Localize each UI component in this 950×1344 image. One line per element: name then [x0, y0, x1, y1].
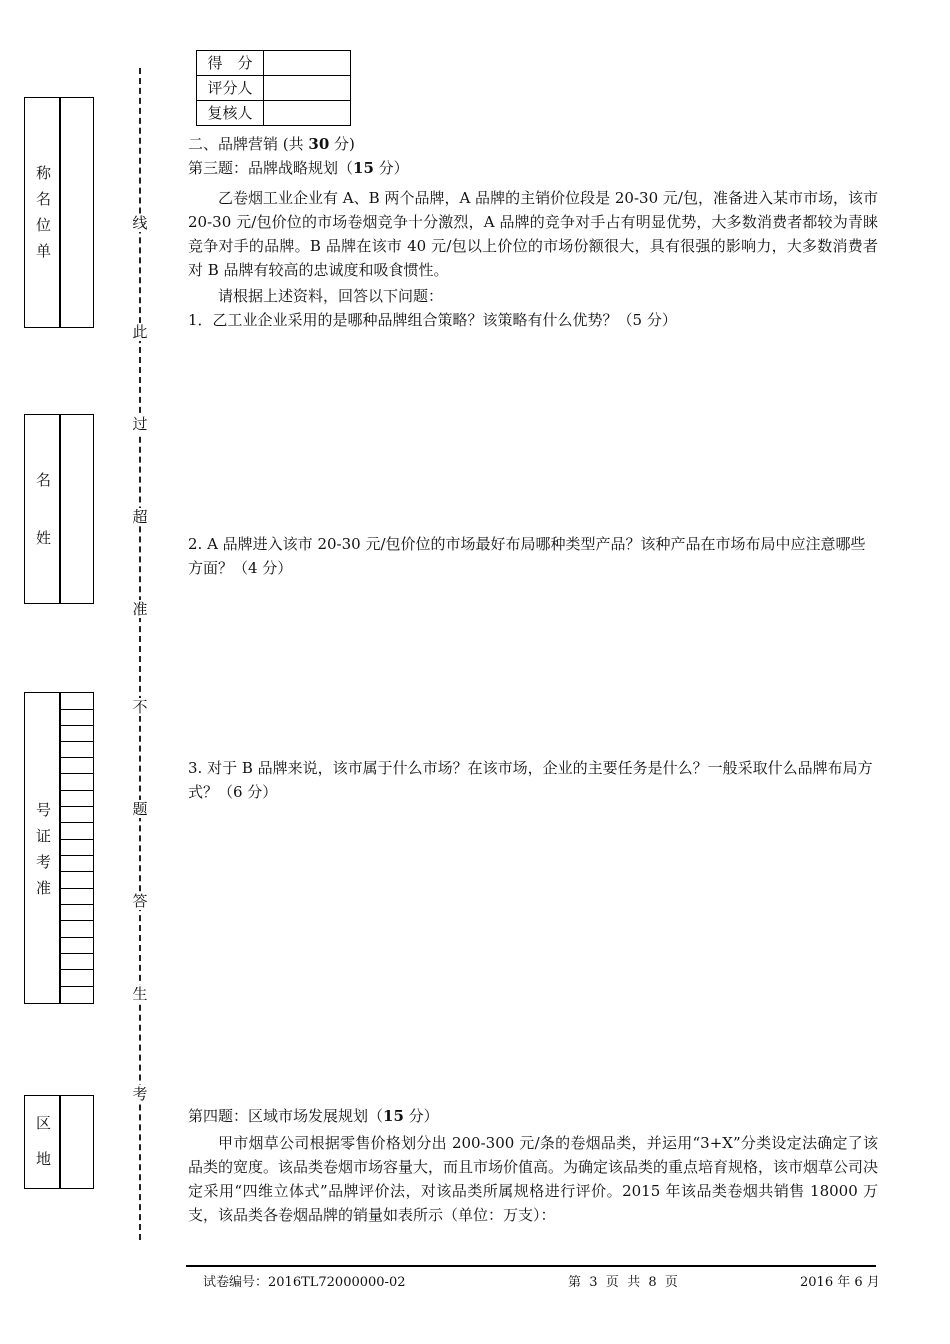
- footer-date: 2016 年 6 月: [800, 1275, 880, 1290]
- grader-label: 评分人: [197, 76, 264, 101]
- reviewer-label: 复核人: [197, 101, 264, 126]
- q3-instruction: 请根据上述资料，回答以下问题：: [218, 287, 444, 305]
- unit-name-char: 称: [36, 164, 52, 182]
- binding-line-char: 题: [130, 800, 150, 818]
- binding-line-char: 不: [130, 698, 150, 716]
- unit-name-box: [24, 97, 94, 328]
- section-points: 30: [308, 135, 330, 153]
- section-title: 二、品牌营销 (共 30 分): [188, 135, 355, 153]
- grader-row: [197, 76, 351, 101]
- score-row: [197, 51, 351, 76]
- exam-number-char: 证: [36, 827, 52, 845]
- q3-subquestion-1: 1．乙工业企业采用的是哪种品牌组合策略？该策略有什么优势？（5 分）: [188, 311, 677, 329]
- q4-points: 15: [383, 1107, 404, 1125]
- unit-name-char: 位: [36, 216, 52, 234]
- exam-number-char: 准: [36, 879, 52, 897]
- binding-line-char: 过: [130, 415, 150, 433]
- exam-number-char: 号: [36, 801, 52, 819]
- q3-paragraph: 乙卷烟工业企业有 A、B 两个品牌，A 品牌的主销价位段是 20-30 元/包，准备进入某市市场，该市 20-30 元/包价位的市场卷烟竞争十分激烈，A 品牌的竞争对手占有明显优势，大多数消费者都较为青睐竞争对手的品牌。B 品牌在该市 40 元/包以上价位的市场份额很大，具有很强的影响力，大多数消费者对 B 品牌有较高的忠诚度和吸食惯性。: [188, 189, 878, 279]
- binding-line-char: 生: [130, 985, 150, 1003]
- q3-points: 15: [353, 159, 374, 177]
- exam-number-char: 考: [36, 853, 52, 871]
- binding-line-char: 答: [130, 892, 150, 910]
- unit-name-char: 名: [36, 190, 52, 208]
- region-char: 地: [36, 1150, 52, 1168]
- binding-line-char: 准: [130, 600, 150, 618]
- unit-name-char: 单: [36, 242, 52, 260]
- binding-line-char: 考: [130, 1085, 150, 1103]
- exam-number-box: [24, 692, 94, 1004]
- binding-line-char: 超: [130, 508, 150, 526]
- q3-subquestion-3: 3. 对于 B 品牌来说，该市属于什么市场？在该市场，企业的主要任务是什么？一般采取什么品牌布局方式？（6 分）: [188, 759, 873, 801]
- score-value-cell[interactable]: [264, 51, 351, 76]
- footer-paper-code: 试卷编号：2016TL72000000-02: [203, 1275, 406, 1290]
- score-table: [196, 50, 351, 126]
- q4-title: 第四题：区域市场发展规划（15 分）: [188, 1107, 439, 1125]
- binding-line-char: 此: [130, 323, 150, 341]
- student-name-box: [24, 414, 94, 604]
- reviewer-value-cell[interactable]: [264, 101, 351, 126]
- q3-subquestion-2: 2. A 品牌进入该市 20-30 元/包价位的市场最好布局哪种类型产品？该种产品在市场布局中应注意哪些方面？（4 分）: [188, 535, 866, 577]
- score-label: 得 分: [197, 51, 264, 76]
- binding-dashed-line: [139, 68, 141, 1240]
- reviewer-row: [197, 101, 351, 126]
- q3-title: 第三题：品牌战略规划（15 分）: [188, 159, 409, 177]
- q4-paragraph: 甲市烟草公司根据零售价格划分出 200-300 元/条的卷烟品类，并运用“3+X”分类设定法确定了该品类的宽度。该品类卷烟市场容量大，而且市场价值高。为确定该品类的重点培育规格，该市烟草公司决定采用“四维立体式”品牌评价法，对该品类所属规格进行评价。2015 年该品类卷烟共销售 18000 万支，该品类各卷烟品牌的销量如表所示（单位：万支）：: [188, 1134, 879, 1224]
- grader-value-cell[interactable]: [264, 76, 351, 101]
- region-box: [24, 1095, 94, 1189]
- student-name-char: 姓: [36, 529, 52, 547]
- student-name-char: 名: [36, 471, 52, 489]
- binding-line-char: 线: [130, 214, 150, 232]
- region-char: 区: [36, 1114, 52, 1132]
- footer-page-number: 第 3 页 共 8 页: [568, 1275, 678, 1290]
- footer-rule: [186, 1265, 876, 1267]
